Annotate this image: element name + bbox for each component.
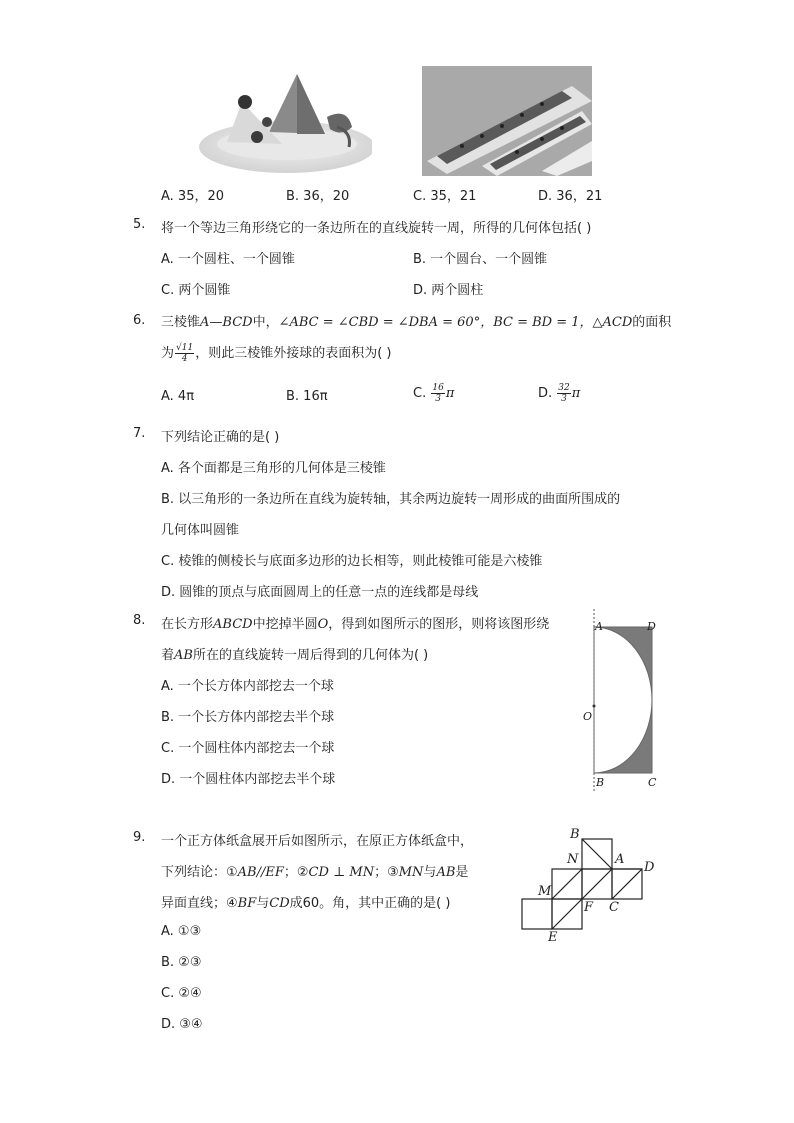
q5-option-a: A. 一个圆柱、一个圆锥 [161, 252, 295, 267]
q8-label-d: D [647, 620, 656, 633]
q5-option-b: B. 一个圆台、一个圆锥 [413, 252, 548, 267]
q8-stem-line2: 着AB所在的直线旋转一周后得到的几何体为( ) [161, 648, 429, 663]
q6-stem-line1: 三棱锥A—BCD中，∠ABC = ∠CBD = ∠DBA = 60°，BC = BD = 1，△ACD的面积 [161, 315, 672, 330]
zongzi-photo [197, 62, 372, 175]
q6-option-b: B. 16π [286, 389, 328, 404]
q6-number: 6. [133, 313, 146, 328]
q9-label-m: M [538, 884, 552, 899]
q5-option-d: D. 两个圆柱 [413, 283, 484, 298]
q8-label-b: B [596, 776, 605, 789]
q7-number: 7. [133, 426, 146, 441]
q5-option-c: C. 两个圆锥 [161, 283, 231, 298]
q7-option-d: D. 圆锥的顶点与底面圆周上的任意一点的连线都是母线 [161, 585, 479, 600]
q4-option-d: D. 36，21 [538, 189, 603, 204]
q4-option-a: A. 35，20 [161, 189, 225, 204]
q9-label-a: A [615, 852, 625, 867]
q9-cube-net-figure [512, 824, 662, 948]
q6-stem-line2: 为 $\frac{√11}{4}$ ，则此三棱锥外接球的表面积为( ) [161, 343, 392, 364]
q9-label-b: B [570, 827, 580, 842]
q9-label-c: C [609, 900, 619, 915]
q9-label-e: E [548, 930, 558, 945]
q7-option-a: A. 各个面都是三角形的几何体是三棱锥 [161, 461, 386, 476]
q8-label-a: A [595, 620, 603, 633]
q5-stem: 将一个等边三角形绕它的一条边所在的直线旋转一周，所得的几何体包括( ) [161, 221, 592, 236]
q8-option-b: B. 一个长方体内部挖去半个球 [161, 710, 335, 725]
q9-stem-line1: 一个正方体纸盒展开后如图所示，在原正方体纸盒中， [161, 834, 474, 849]
q8-stem-line1: 在长方形ABCD中挖掉半圆O，得到如图所示的图形，则将该图形绕 [161, 617, 550, 632]
q8-label-c: C [648, 776, 657, 789]
q4-option-b: B. 36，20 [286, 189, 350, 204]
q8-number: 8. [133, 613, 146, 628]
q6-option-d: D. $\frac{32}{3}$ π [538, 383, 581, 404]
q9-stem-line2: 下列结论：①AB//EF；②CD ⊥ MN；③MN与AB是 [161, 865, 469, 880]
q9-option-b: B. ②③ [161, 955, 202, 970]
q9-option-c: C. ②④ [161, 986, 202, 1001]
q9-stem-line3: 异面直线；④BF与CD成60。角，其中正确的是( ) [161, 896, 451, 911]
bamboo-rice-photo [422, 66, 592, 176]
q7-option-c: C. 棱锥的侧棱长与底面多边形的边长相等，则此棱锥可能是六棱锥 [161, 554, 543, 569]
q7-option-b-line1: B. 以三角形的一条边所在直线为旋转轴，其余两边旋转一周形成的曲面所围成的 [161, 492, 621, 507]
q8-option-a: A. 一个长方体内部挖去一个球 [161, 679, 334, 694]
q9-option-a: A. ①③ [161, 924, 202, 939]
q9-number: 9. [133, 830, 146, 845]
q9-label-d: D [644, 860, 655, 875]
q7-stem: 下列结论正确的是( ) [161, 430, 280, 445]
q7-option-b-line2: 几何体叫圆锥 [161, 523, 240, 538]
q9-label-f: F [584, 900, 594, 915]
q9-label-n: N [567, 852, 579, 867]
q9-option-d: D. ③④ [161, 1017, 203, 1032]
q4-option-c: C. 35，21 [413, 189, 477, 204]
q8-option-d: D. 一个圆柱体内部挖去半个球 [161, 772, 336, 787]
q8-figure [583, 607, 666, 797]
q6-option-a: A. 4π [161, 389, 195, 404]
q8-label-o: O [583, 710, 593, 723]
q8-option-c: C. 一个圆柱体内部挖去一个球 [161, 741, 335, 756]
q5-number: 5. [133, 217, 146, 232]
q6-option-c: C. $\frac{16}{3}$ π [413, 383, 455, 404]
